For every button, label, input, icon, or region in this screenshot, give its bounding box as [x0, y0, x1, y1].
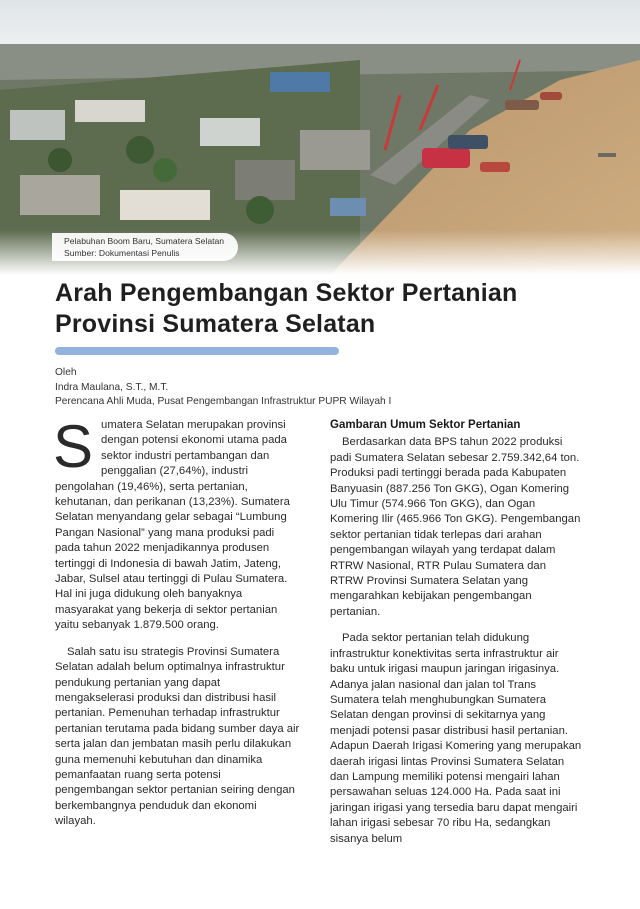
byline: [55, 366, 391, 410]
paragraph-3: Berdasarkan data BPS tahun 2022 produksi padi Sumatera Selatan sebesar 2.759.342,64 ton. Produksi padi tertinggi berada pada Kabupaten Banyuasin (887.256 Ton GKG), Ogan Komering Ulu Timur (574.966 Ton GKG), dan Ogan Komering Ilir (465.966 Ton GKG). Pengembangan sektor pertanian tidak terlepas dari arahan pengembangan wilayah yang terdapat dalam RTRW Nasional, RTR Pulau Sumatera dan RTRW Provinsi Sumatera Selatan yang mengarahkan kebijakan pengembangan pertanian.: [330, 436, 581, 618]
paragraph-4: Pada sektor pertanian telah didukung infrastruktur konektivitas serta infrastruktur air baku untuk irigasi maupun jaringan irigasinya. Adanya jalan nasional dan jalan tol Trans Sumatera telah menghubungkan Sumatera Selatan dengan provinsi di sekitarnya yang menjadi potensi pasar distribusi hasil pertanian. Adapun Daerah Irigasi Komering yang merupakan daerah irigasi lintas Provinsi Sumatera Selatan dan Lampung memiliki potensi mengairi lahan persawahan seluas 124.000 Ha. Pada saat ini jaringan irigasi yang tersedia baru dapat mengairi lahan irigasi sebesar 70 ribu Ha, sedangkan sisanya belum: [330, 632, 582, 845]
left-column: [53, 413, 300, 830]
author-name: Indra Maulana, S.T., M.T.: [55, 381, 169, 393]
section-heading: Gambaran Umum Sektor Pertanian: [330, 419, 521, 431]
author-position: Perencana Ahli Muda, Pusat Pengembangan Infrastruktur PUPR Wilayah I: [55, 396, 392, 407]
title-line-2: Provinsi Sumatera Selatan: [55, 310, 376, 338]
caption-location: Pelabuhan Boom Baru, Sumatera Selatan: [64, 236, 225, 246]
caption-source: Sumber: Dokumentasi Penulis: [64, 247, 180, 258]
article-title: [55, 278, 615, 340]
paragraph-1: [53, 413, 300, 634]
drop-cap: S: [53, 413, 94, 480]
photo-caption: [52, 233, 238, 261]
byline-label: Oleh: [55, 367, 77, 378]
title-line-1: Arah Pengembangan Sektor Pertanian: [55, 279, 518, 307]
paragraph-1-text: umatera Selatan merupakan provinsi dengan potensi ekonomi utama pada sektor industri pertambangan dan penggalian (27,64%), industri pengolahan (19,46%), serta pertanian, kehutanan, dan perikanan (13,23%). Sumatera Selatan menyandang gelar sebagai “Lumbung Pangan Nasional” yang mana produksi padi pada tahun 2022 menjadikannya produsen tertinggi di Indonesia di bawah Jatim, Jateng, Jabar, Sulsel atau tertinggi di Pulau Sumatera. Hal ini juga didukung oleh banyaknya masyarakat yang bekerja di sektor pertanian yaitu sebanyak 1.879.500 orang.: [55, 419, 290, 632]
right-column: [330, 418, 582, 847]
paragraph-2: Salah satu isu strategis Provinsi Sumatera Selatan adalah belum optimalnya infrastruktur pendukung pertanian yang dapat mengakselerasi produksi dan distribusi hasil pertanian. Pemenuhan terhadap infrastruktur pertanian terutama pada bidang sumber daya air serta jalan dan jembatan masih perlu dilakukan guna memenuhi kebutuhan dan dinamika pemanfaatan ruang serta potensi pengembangan sektor pertanian seiring dengan berkembangnya penduduk dan ekonomi wilayah.: [55, 645, 300, 828]
title-accent-bar: [55, 347, 339, 355]
